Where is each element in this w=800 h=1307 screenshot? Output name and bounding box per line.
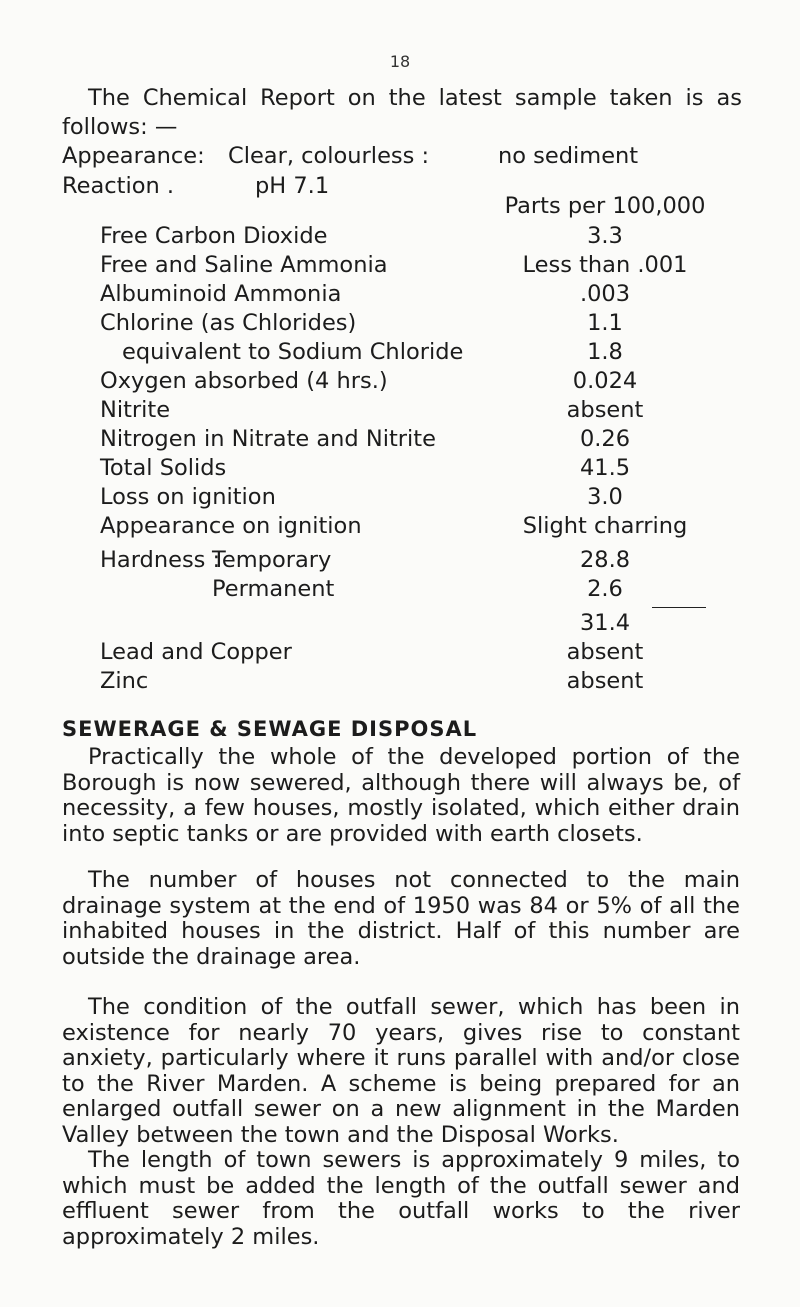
section-heading: SEWERAGE & SEWAGE DISPOSAL — [62, 717, 478, 741]
row-label: Oxygen absorbed (4 hrs.) — [100, 368, 388, 394]
sum-rule — [652, 607, 706, 608]
metal-value: absent — [566, 668, 644, 694]
row-value: 3.0 — [587, 484, 623, 510]
row-label: Free and Saline Ammonia — [100, 252, 388, 278]
hardness-permanent-value: 2.6 — [587, 576, 623, 602]
hardness-temporary-label: Temporary — [212, 547, 332, 573]
intro-text — [62, 84, 742, 142]
metal-label: Lead and Copper — [100, 639, 292, 665]
row-label: Albuminoid Ammonia — [100, 281, 342, 307]
metal-label: Zinc — [100, 668, 149, 694]
row-value: 1.8 — [587, 339, 623, 365]
row-value: Slight charring — [522, 513, 688, 539]
intro-line-1: The Chemical Report on the latest sample taken is as — [88, 85, 742, 111]
row-label: Nitrite — [100, 397, 171, 423]
paragraph: The condition of the outfall sewer, which has been in existence for nearly 70 years, gives rise to constant anxiety, particularly where it runs parallel with and/or close to the River Marden. A scheme is being prepared for an enlarged outfall sewer on a new alignment in the Marden Valley between the town and the Disposal Works. — [62, 994, 740, 1148]
row-label: Total Solids — [100, 455, 227, 481]
intro-line-2: follows: — — [62, 114, 178, 140]
hardness-temporary-value: 28.8 — [579, 547, 631, 573]
appearance-value: Clear, colourless : — [228, 143, 430, 169]
hardness-permanent-label: Permanent — [212, 576, 335, 602]
row-value: 0.26 — [579, 426, 631, 452]
row-value: .003 — [579, 281, 631, 307]
row-value: absent — [566, 397, 644, 423]
row-label: Loss on ignition — [100, 484, 276, 510]
row-label: Free Carbon Dioxide — [100, 223, 328, 249]
hardness-total: 31.4 — [579, 610, 631, 636]
hardness-label: Hardness : — [100, 547, 221, 573]
row-value: 1.1 — [587, 310, 623, 336]
reaction-value: pH 7.1 — [255, 173, 330, 199]
row-value: Less than .001 — [522, 252, 688, 278]
reaction-label: Reaction . — [62, 173, 175, 199]
metal-value: absent — [566, 639, 644, 665]
appearance-label: Appearance: — [62, 143, 205, 169]
row-value: 3.3 — [587, 223, 623, 249]
paragraph: The length of town sewers is approximately 9 miles, to which must be added the length of the outfall sewer and effluent sewer from the outfall works to the river approximately 2 miles. — [62, 1147, 740, 1250]
appearance-note: no sediment — [498, 143, 639, 169]
row-label: equivalent to Sodium Chloride — [122, 339, 464, 365]
paragraph: The number of houses not connected to the main drainage system at the end of 1950 was 84 or 5% of all the inhabited houses in the district. Half of this number are outside the drainage area. — [62, 867, 740, 970]
row-value: 41.5 — [579, 455, 631, 481]
units-header: Parts per 100,000 — [504, 193, 706, 219]
row-label: Appearance on ignition — [100, 513, 362, 539]
row-label: Nitrogen in Nitrate and Nitrite — [100, 426, 436, 452]
row-label: Chlorine (as Chlorides) — [100, 310, 357, 336]
page-number: 18 — [389, 52, 411, 71]
row-value: 0.024 — [572, 368, 638, 394]
paragraph: Practically the whole of the developed portion of the Borough is now sewered, although there will always be, of necessity, a few houses, mostly isolated, which either drain into septic tanks or are provided with earth closets. — [62, 744, 740, 847]
